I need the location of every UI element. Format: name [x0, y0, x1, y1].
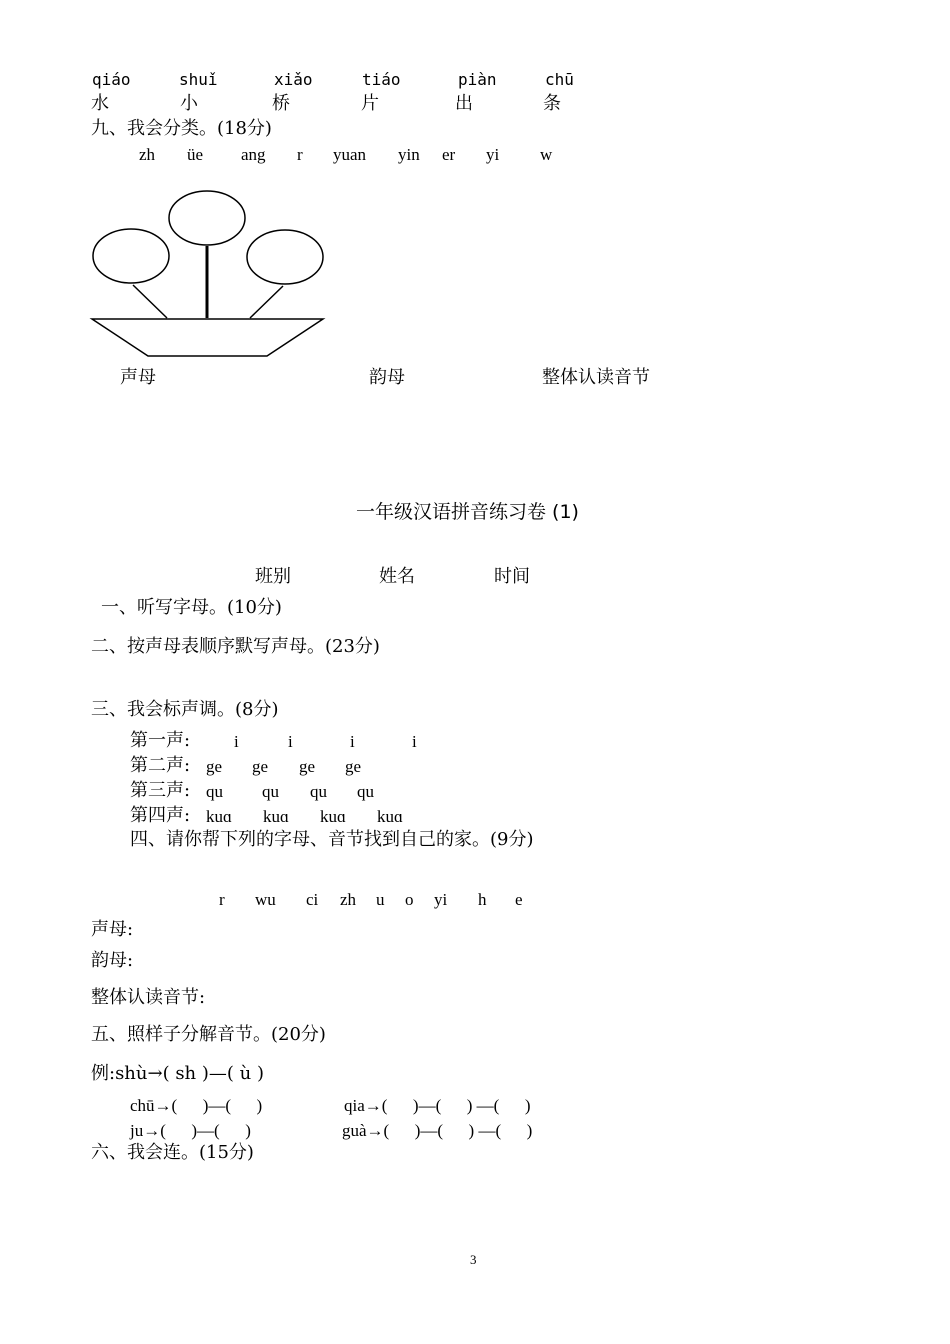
s5-item-qia: qia→( )—( ) —( ): [344, 1096, 531, 1115]
s4-letter: ci: [306, 890, 319, 909]
s5-item-gua: guà→( )—( ) —( ): [342, 1121, 533, 1140]
letter-w: w: [540, 145, 553, 164]
tone3-label: 第三声:: [130, 780, 191, 801]
flower-circle-middle: [169, 191, 245, 245]
section6-heading: 六、我会连。(15分): [91, 1142, 254, 1163]
letter-yuan: yuan: [333, 145, 367, 164]
tone3-item: qu: [262, 782, 279, 801]
tone4-label: 第四声:: [130, 805, 191, 826]
section5-example: 例:shù→( sh )—( ù ): [91, 1063, 264, 1084]
s4-letter: e: [515, 890, 523, 909]
tone3-item: qu: [310, 782, 327, 801]
tone4-item: kuɑ: [206, 807, 232, 826]
s4-label-shengmu: 声母:: [91, 919, 134, 940]
category-zhengti: 整体认读音节: [542, 367, 650, 388]
s4-letter: r: [219, 890, 225, 909]
tone1-item: i: [412, 732, 417, 751]
paper-title: 一年级汉语拼音练习卷 (1): [356, 501, 579, 523]
tone2-label: 第二声:: [130, 755, 191, 776]
tone1-item: i: [234, 732, 239, 751]
flower-pot: [92, 319, 323, 356]
pinyin-tiao: tiáo: [362, 70, 401, 89]
category-shengmu: 声母: [120, 367, 156, 388]
tone1-item: i: [350, 732, 355, 751]
section4-heading: 四、请你帮下列的字母、音节找到自己的家。(9分): [130, 829, 534, 850]
section2-heading: 二、按声母表顺序默写声母。(23分): [91, 636, 380, 657]
flower-circle-left: [93, 229, 169, 283]
s4-label-yunmu: 韵母:: [91, 950, 134, 971]
page-number: 3: [470, 1252, 477, 1267]
letter-zh: zh: [139, 145, 156, 164]
s4-letter: yi: [434, 890, 448, 909]
section1-heading: 一、听写字母。(10分): [101, 597, 282, 618]
tone4-item: kuɑ: [377, 807, 403, 826]
tone2-item: ge: [206, 757, 223, 776]
s4-letter: wu: [255, 890, 276, 909]
s4-letter: o: [405, 890, 414, 909]
tone2-item: ge: [252, 757, 269, 776]
tone2-item: ge: [345, 757, 362, 776]
letter-er: er: [442, 145, 456, 164]
pinyin-shui: shuǐ: [179, 70, 218, 89]
pinyin-qiao: qiáo: [92, 70, 131, 89]
s4-letter: h: [478, 890, 487, 909]
pinyin-pian: piàn: [458, 70, 497, 89]
section5-heading: 五、照样子分解音节。(20分): [91, 1024, 326, 1045]
category-yunmu: 韵母: [369, 367, 405, 388]
flower-pot-diagram: [85, 188, 345, 368]
section9-heading: 九、我会分类。(18分): [91, 118, 272, 139]
tone2-item: ge: [299, 757, 316, 776]
char-xiao: 小: [180, 93, 198, 114]
tone4-item: kuɑ: [320, 807, 346, 826]
tone4-item: kuɑ: [263, 807, 289, 826]
tone3-item: qu: [357, 782, 374, 801]
pinyin-chu: chū: [545, 70, 574, 89]
char-qiao: 桥: [272, 93, 290, 114]
tone1-item: i: [288, 732, 293, 751]
flower-circle-right: [247, 230, 323, 284]
char-shui: 水: [91, 93, 109, 114]
s4-letter: zh: [340, 890, 357, 909]
letter-yi: yi: [486, 145, 500, 164]
char-tiao: 条: [543, 93, 561, 114]
tone3-item: qu: [206, 782, 223, 801]
letter-ang: ang: [241, 145, 266, 164]
pinyin-xiao: xiǎo: [274, 70, 313, 89]
letter-ue: üe: [187, 145, 204, 164]
s5-item-chu: chū→( )—( ): [130, 1096, 263, 1115]
s4-label-zhengti: 整体认读音节:: [91, 987, 206, 1008]
s4-letter: u: [376, 890, 385, 909]
tone1-label: 第一声:: [130, 730, 191, 751]
letter-yin: yin: [398, 145, 420, 164]
info-name: 姓名: [379, 566, 415, 587]
info-class: 班别: [255, 566, 291, 587]
char-pian: 片: [361, 93, 379, 114]
info-time: 时间: [494, 566, 530, 587]
s5-item-ju: ju→( )—( ): [130, 1121, 251, 1140]
char-chu: 出: [455, 93, 473, 114]
letter-r: r: [297, 145, 303, 164]
section3-heading: 三、我会标声调。(8分): [91, 699, 279, 720]
